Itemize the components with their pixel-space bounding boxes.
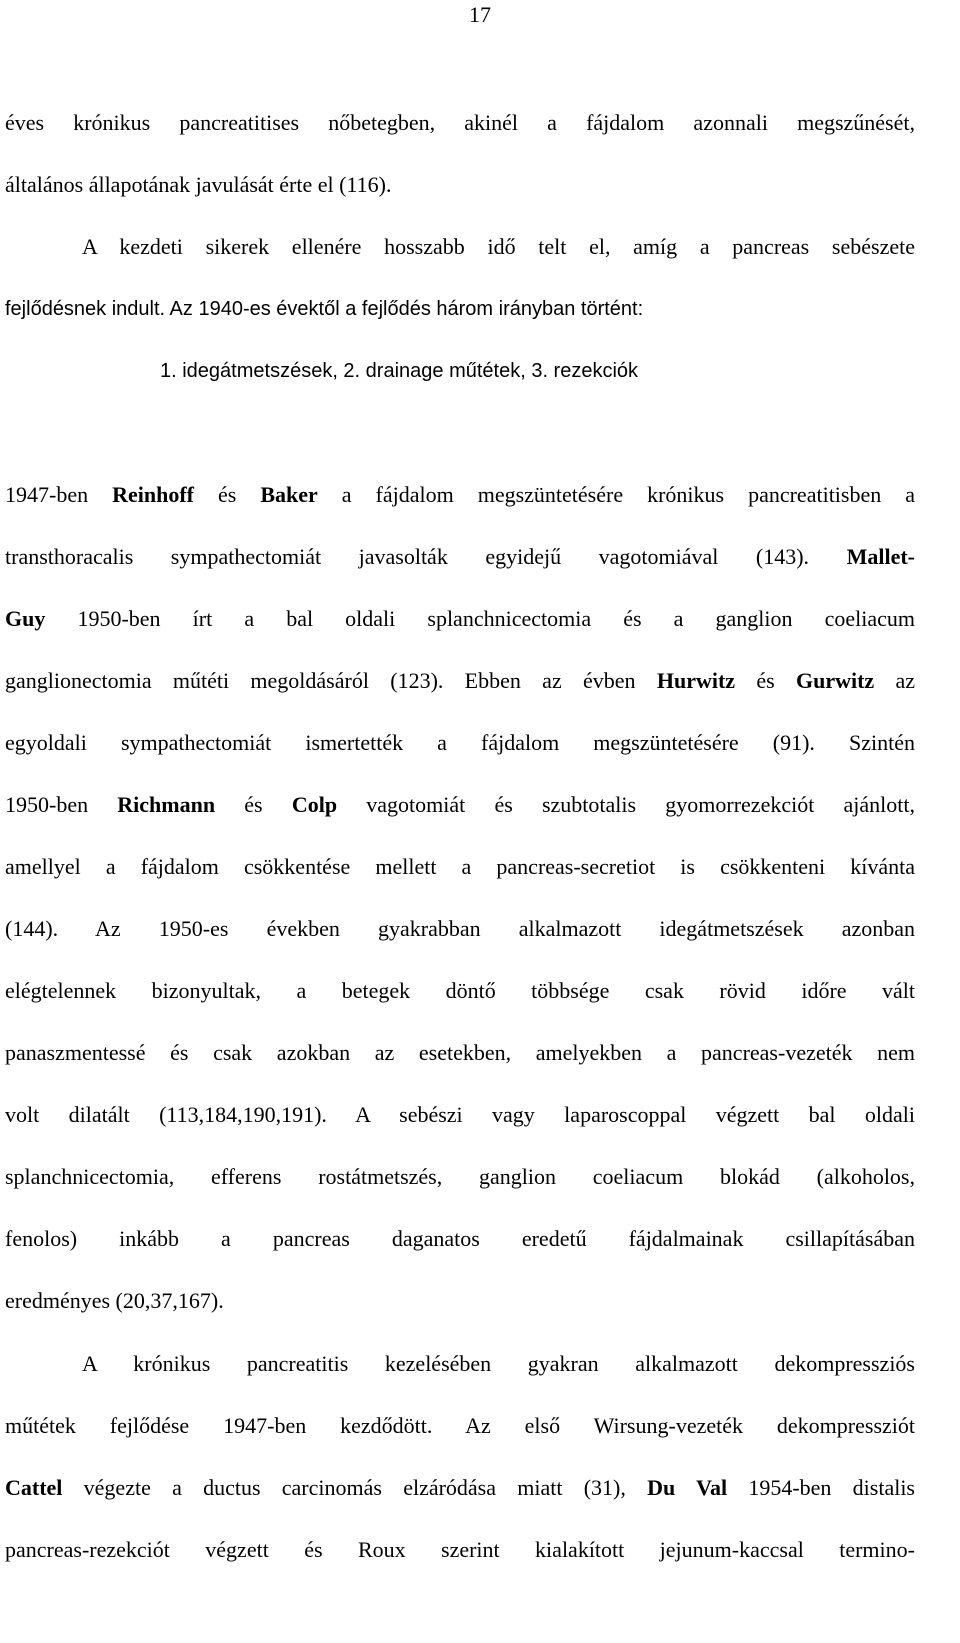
page-number: 17 [469, 2, 491, 27]
author-name: Du Val [647, 1475, 728, 1500]
text-run: pancreas-rezekciót végzett és Roux szerint kialakított jejunum-kaccsal termino- [5, 1537, 915, 1562]
text-run: 1950-ben [5, 792, 118, 817]
text-run: műtétek fejlődése 1947-ben kezdődött. Az első Wirsung-vezeték dekompressziót [5, 1413, 915, 1438]
text-run: (144). Az 1950-es években gyakrabban alkalmazott idegátmetszések azonban [5, 916, 915, 941]
text-run: 1950-ben írt a bal oldali splanchnicectomia és a ganglion coeliacum [45, 606, 915, 631]
text-run: transthoracalis sympathectomiát javasolták egyidejű vagotomiával (143). [5, 544, 847, 569]
text-line [5, 171, 915, 199]
text-line [5, 1412, 915, 1440]
text-line [5, 667, 915, 695]
text-run: panaszmentessé és csak azokban az esetekben, amelyekben a pancreas-vezeték nem [5, 1040, 915, 1065]
text-run: éves krónikus pancreatitises nőbetegben, akinél a fájdalom azonnali megszűnését, [5, 110, 915, 135]
author-name: Baker [260, 482, 318, 507]
text-run: A kezdeti sikerek ellenére hosszabb idő telt el, amíg a pancreas sebészete [82, 234, 915, 259]
text-line [5, 1039, 915, 1067]
text-run: A krónikus pancreatitis kezelésében gyakran alkalmazott dekompressziós [82, 1351, 915, 1376]
text-run: egyoldali sympathectomiát ismertették a fájdalom megszüntetésére (91). Szintén [5, 730, 915, 755]
text-line [5, 295, 915, 323]
text-run: a fájdalom megszüntetésére krónikus pancreatitisben a [317, 482, 916, 507]
text-line [5, 109, 915, 137]
text-line [5, 1474, 915, 1502]
text-run: 1954-ben distalis [727, 1475, 915, 1500]
text-run: 1947-ben [5, 482, 113, 507]
text-run: és [735, 668, 796, 693]
text-run: általános állapotának javulását érte el (116). [5, 172, 392, 197]
text-run: fejlődésnek indult. Az 1940-es évektől a fejlődés három irányban történt: [5, 298, 644, 320]
text-line [5, 1225, 915, 1253]
text-run: amellyel a fájdalom csökkentése mellett a pancreas-secretiot is csökkenteni kívánta [5, 854, 915, 879]
text-line [5, 543, 915, 571]
text-line [5, 729, 915, 757]
text-run: az [874, 668, 915, 693]
author-name: Colp [291, 792, 338, 817]
author-name: Gurwitz [795, 668, 875, 693]
text-run: és [215, 792, 292, 817]
author-name: Mallet- [846, 544, 915, 569]
text-run: vagotomiát és szubtotalis gyomorrezekciót ajánlott, [337, 792, 916, 817]
text-line [5, 977, 915, 1005]
text-line [5, 1163, 915, 1191]
text-run: eredményes (20,37,167). [5, 1288, 224, 1313]
text-line [5, 791, 915, 819]
author-name: Reinhoff [112, 482, 194, 507]
text-line [5, 481, 915, 509]
text-run: fenolos) inkább a pancreas daganatos eredetű fájdalmainak csillapításában [5, 1226, 915, 1251]
author-name: Cattel [5, 1475, 63, 1500]
text-run: elégtelennek bizonyultak, a betegek döntő többsége csak rövid időre vált [5, 978, 915, 1003]
text-line [82, 1350, 915, 1378]
author-name: Guy [5, 606, 46, 631]
text-run: 1. idegátmetszések, 2. drainage műtétek, 3. rezekciók [160, 360, 639, 382]
text-line [5, 1536, 915, 1564]
text-line [5, 853, 915, 881]
text-run: és [193, 482, 261, 507]
text-run: végezte a ductus carcinomás elzáródása miatt (31), [62, 1475, 648, 1500]
text-line [160, 357, 915, 385]
text-line [82, 233, 915, 261]
text-line [5, 1101, 915, 1129]
text-run: ganglionectomia műtéti megoldásáról (123). Ebben az évben [5, 668, 657, 693]
text-line [5, 605, 915, 633]
text-line [5, 915, 915, 943]
text-line [5, 1287, 915, 1315]
text-run: splanchnicectomia, efferens rostátmetszés, ganglion coeliacum blokád (alkoholos, [5, 1164, 915, 1189]
text-run: volt dilatált (113,184,190,191). A sebészi vagy laparoscoppal végzett bal oldali [5, 1102, 915, 1127]
author-name: Richmann [117, 792, 216, 817]
author-name: Hurwitz [656, 668, 736, 693]
